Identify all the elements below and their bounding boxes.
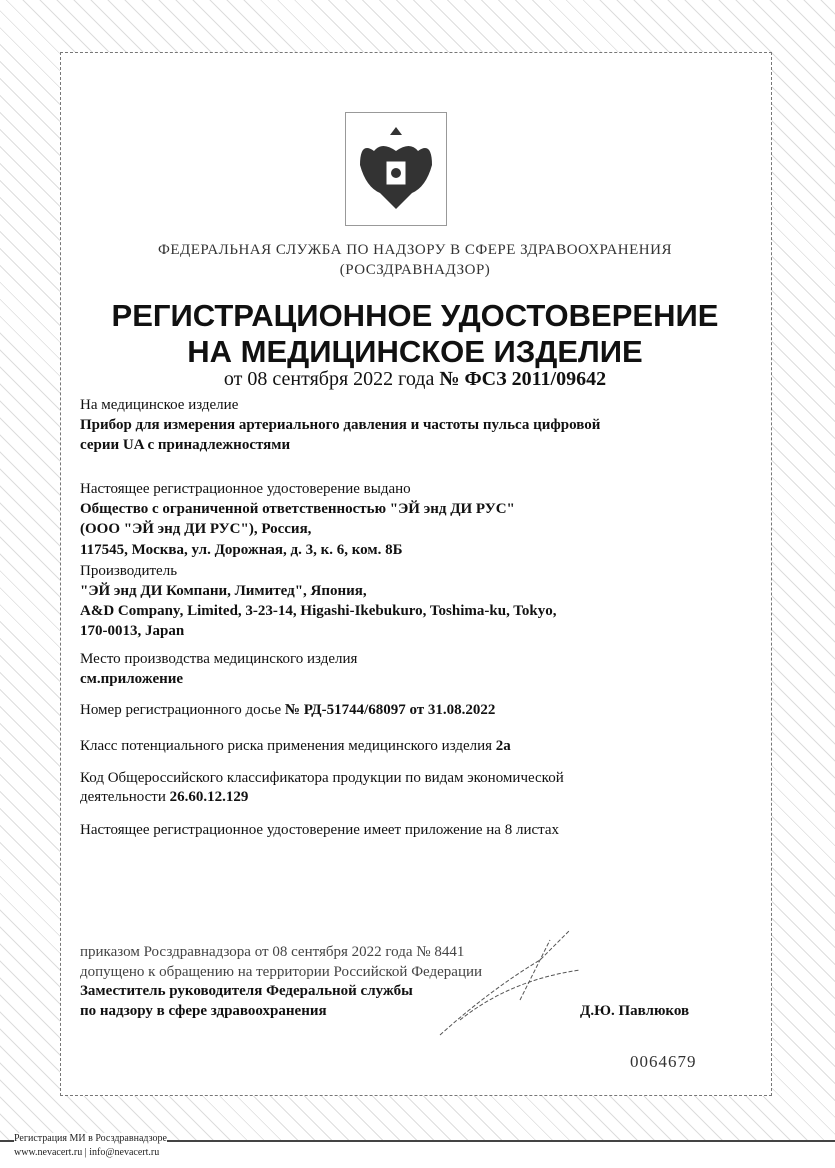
manufacturer-label: Производитель bbox=[80, 563, 178, 579]
holder-label: Настоящее регистрационное удостоверение выдано bbox=[80, 481, 411, 497]
dossier-value: № РД-51744/68097 от 31.08.2022 bbox=[284, 702, 496, 718]
device-name: Прибор для измерения артериального давления и частоты пульса цифровой bbox=[80, 417, 601, 433]
risk-class-value: 2а bbox=[495, 738, 511, 754]
appendix-note: Настоящее регистрационное удостоверение имеет приложение на 8 листах bbox=[80, 822, 560, 838]
signatory-name: Д.Ю. Павлюков bbox=[580, 1003, 690, 1019]
document-title: РЕГИСТРАЦИОННОЕ УДОСТОВЕРЕНИЕ bbox=[111, 298, 719, 333]
holder-address: 117545, Москва, ул. Дорожная, д. 3, к. 6, ком. 8Б bbox=[80, 542, 403, 558]
certificate-date-number bbox=[60, 368, 770, 391]
agency-name: ФЕДЕРАЛЬНАЯ СЛУЖБА ПО НАДЗОРУ В СФЕРЕ ЗДРАВООХРАНЕНИЯ bbox=[158, 242, 672, 258]
dossier-label: Номер регистрационного досье bbox=[80, 702, 282, 718]
device-name-line2: серии UA с принадлежностями bbox=[80, 437, 291, 453]
serial-number: 0064679 bbox=[630, 1052, 697, 1071]
signature bbox=[430, 930, 590, 1040]
dossier-line bbox=[80, 702, 495, 719]
footer-contacts: www.nevacert.ru | info@nevacert.ru bbox=[14, 1147, 160, 1158]
okpd-line2 bbox=[80, 789, 248, 806]
production-site-value: см.приложение bbox=[80, 671, 184, 687]
signatory-title-line2: по надзору в сфере здравоохранения bbox=[80, 1003, 327, 1019]
risk-class-line bbox=[80, 738, 511, 755]
order-line: приказом Росздравнадзора от 08 сентября 2022 года № 8441 bbox=[80, 944, 465, 960]
okpd-label: Код Общероссийского классификатора продукции по видам экономической bbox=[80, 770, 564, 786]
document-title-line2: НА МЕДИЦИНСКОЕ ИЗДЕЛИЕ bbox=[187, 334, 643, 369]
footer-text: Регистрация МИ в Росздравнадзоре bbox=[14, 1133, 167, 1144]
holder-short-name: (ООО "ЭЙ энд ДИ РУС"), Россия, bbox=[80, 521, 312, 537]
signatory-title: Заместитель руководителя Федеральной службы bbox=[80, 983, 413, 999]
device-label: На медицинское изделие bbox=[80, 397, 239, 413]
agency-short-name: (РОСЗДРАВНАДЗОР) bbox=[339, 262, 491, 278]
certificate-date: от 08 сентября 2022 года bbox=[223, 368, 435, 390]
risk-class-label: Класс потенциального риска применения медицинского изделия bbox=[80, 738, 493, 754]
okpd-label-line2: деятельности bbox=[80, 789, 166, 805]
certificate-number: № ФСЗ 2011/09642 bbox=[439, 368, 607, 390]
production-site-label: Место производства медицинского изделия bbox=[80, 651, 358, 667]
manufacturer-address: A&D Company, Limited, 3-23-14, Higashi-Ikebukuro, Toshima-ku, Tokyo, bbox=[80, 603, 557, 619]
okpd-value: 26.60.12.129 bbox=[169, 789, 249, 805]
manufacturer-address-line2: 170-0013, Japan bbox=[80, 623, 185, 639]
holder-name: Общество с ограниченной ответственностью "ЭЙ энд ДИ РУС" bbox=[80, 501, 515, 517]
manufacturer-name: "ЭЙ энд ДИ Компани, Лимитед", Япония, bbox=[80, 583, 367, 599]
coat-of-arms-emblem bbox=[345, 112, 447, 226]
order-line2: допущено к обращению на территории Российской Федерации bbox=[80, 964, 483, 980]
